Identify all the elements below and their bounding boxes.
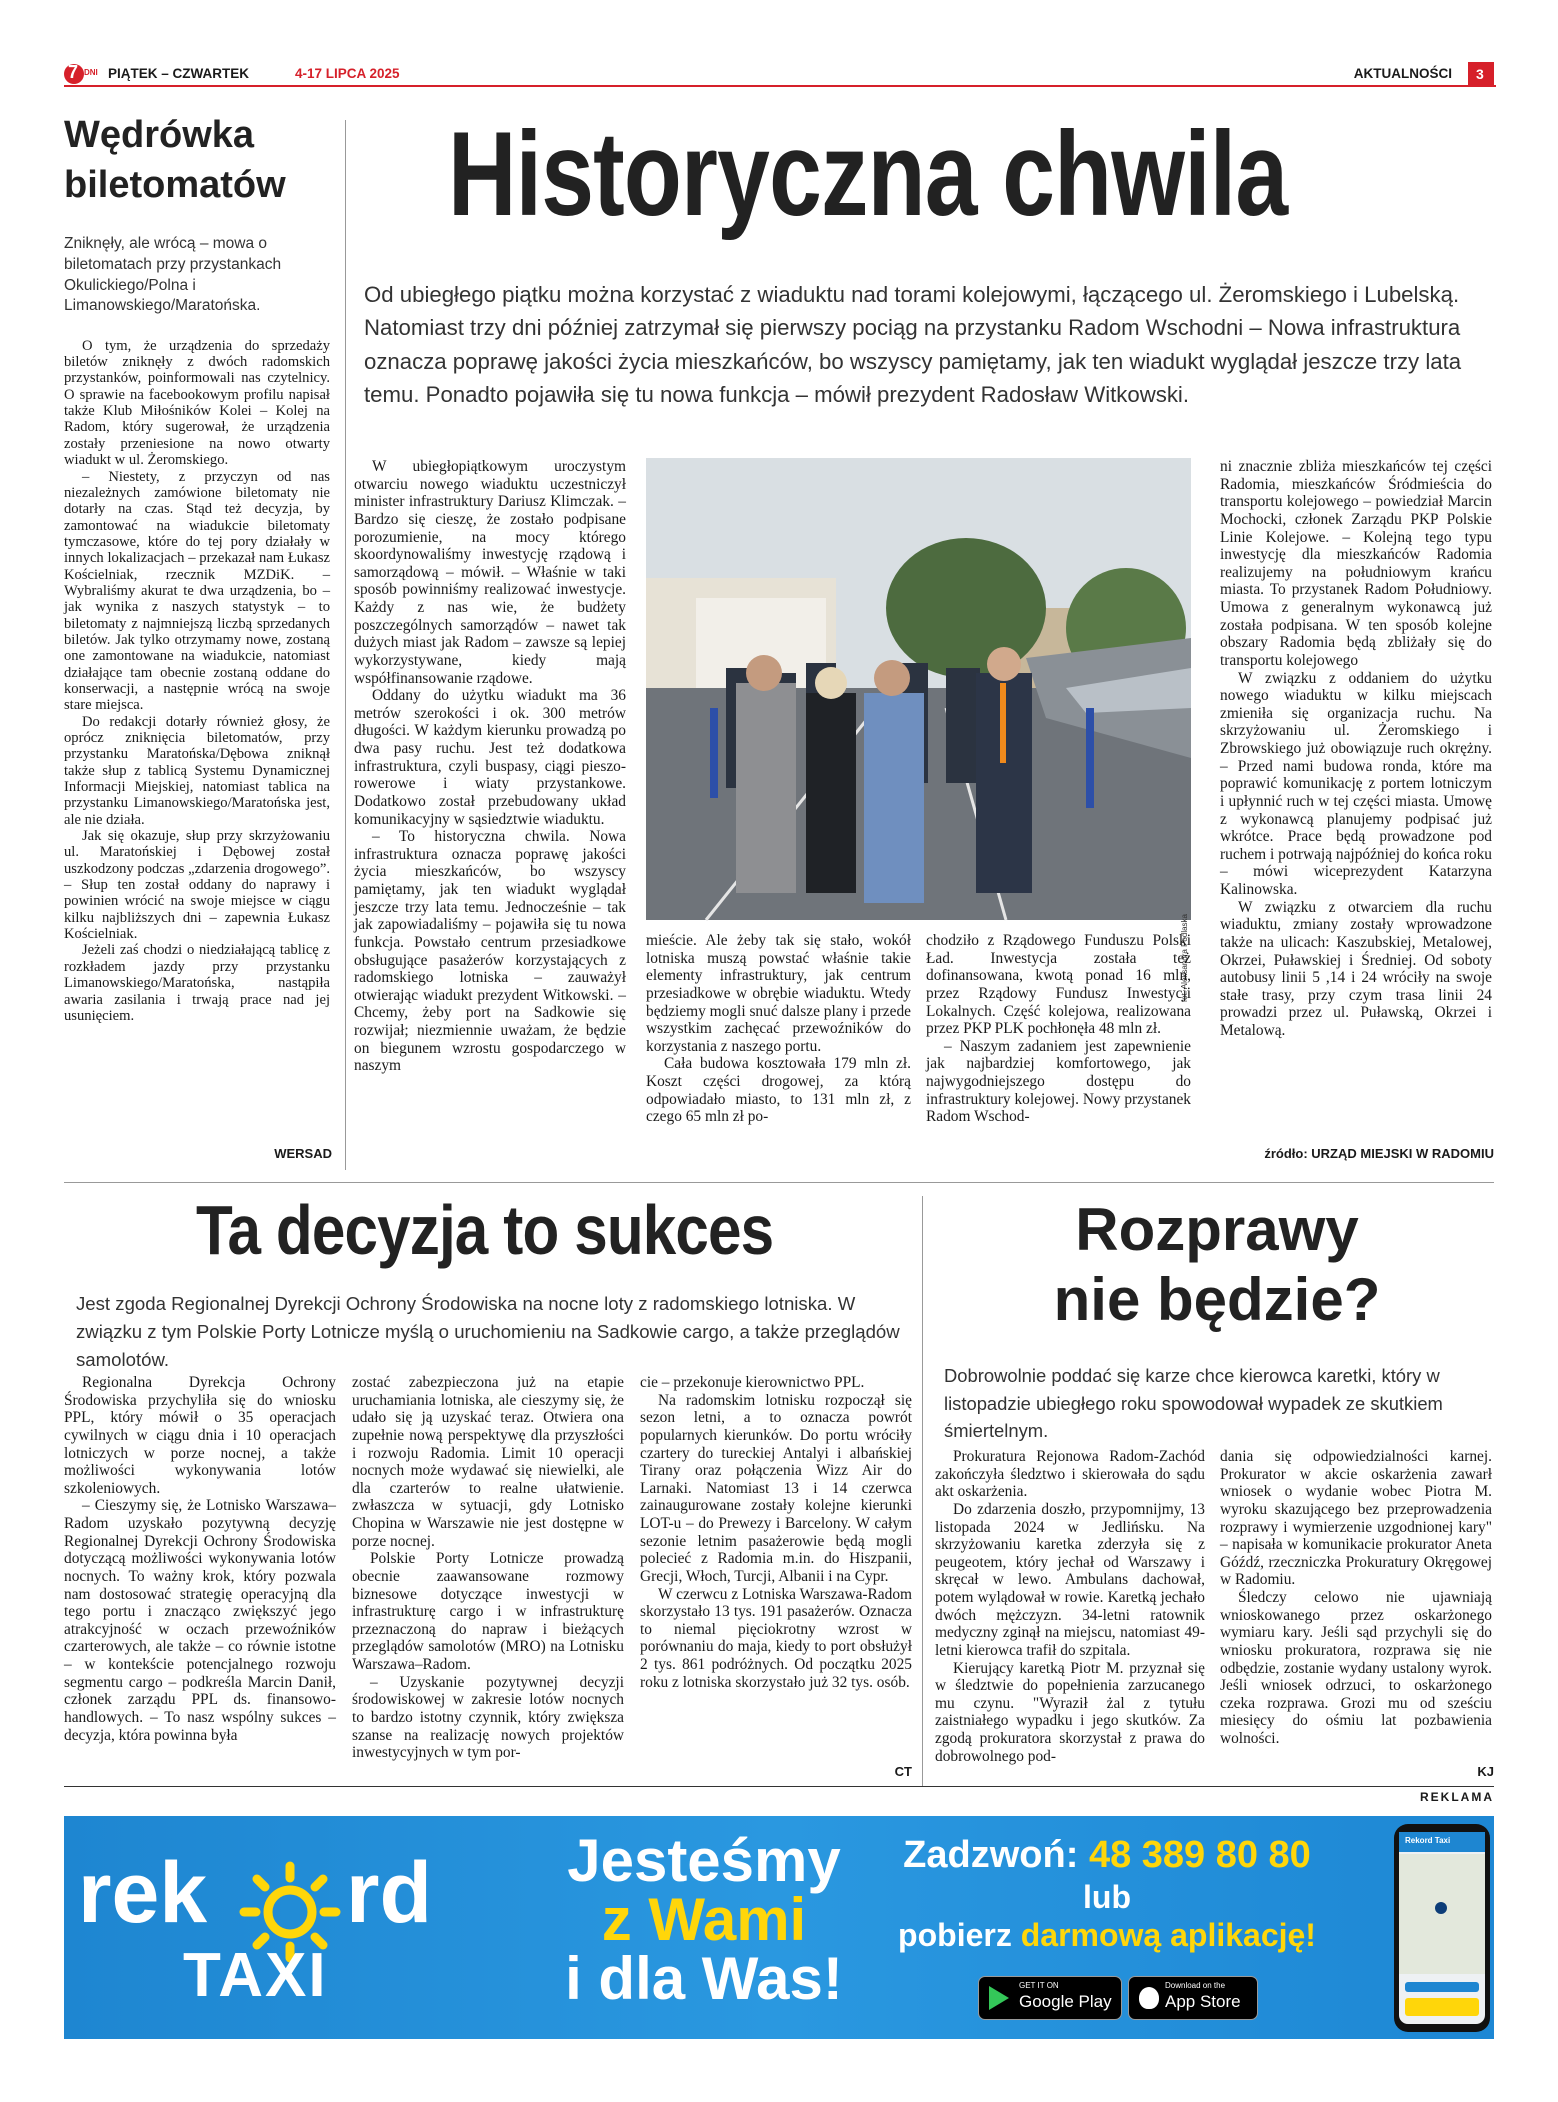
side-article-body: O tym, że urządzenia do sprzedaży biletów zniknęły z dwóch radomskich przystanków, poinformowali nas czytelnicy. O sprawie na facebookowym profilu napisał także Klub Miłośników Kolei – Kolej na Radom, który sugerował, że urządzenia zostały przeniesione na nowo otwarty wiadukt w ul. Żeromskiego. – Niestety, z przyczyn od nas niezależnych zamówione biletomaty nie dotarły na czas. Stąd też decyzja, by zamontować na wiadukcie biletomaty tymczasowe, które do tej pory działały w innych lokalizacjach – przekazał nam Łukasz Kościelniak, rzecznik MZDiK. – Wybraliśmy akurat te dwa urządzenia, bo – jak wynika z naszych statystyk – to biletomaty z najmniejszą liczbą sprzedanych biletów. Jak tylko otrzymamy nowe, zostaną one zamontowane na wiadukcie, natomiast działające tam obecnie zostaną oddane do konserwacji, a następnie wrócą na swoje stare miejsca. Do redakcji dotarły również głosy, że oprócz zniknięcia biletomatów, przy przystanku Maratońska/Dębowa zniknął także słup z tablicą Systemu Dynamicznej Informacji Miejskiej, natomiast tablica na przystanku Limanowskiego/Maratońska jest, ale nie działa. Jak się okazuje, słup przy skrzyżowaniu ul. Maratońskiej i Dębowej został uszkodzony podczas „zdarzenia drogowego”. – Słup ten został oddany do naprawy i powinien wrócić na swoje miejsce w ciągu kilku najbliższych dni – zapewnia Łukasz Kościelniak. Jeżeli zaś chodzi o niedziałającą tablicę z rozkładem jazdy przy przystanku Limanowskiego/Maratońska, nastąpiła awaria zasilania i trwają prace nad jej usunięciem. — [64, 337, 330, 1024]
airport-article-title: Ta decyzja to sukces — [196, 1191, 774, 1269]
main-article-col-3: chodziło z Rządowego Funduszu Polski Ład. Inwestycja została też dofinansowana, kwotą ponad 16 mln, przez Rządowy Fundusz Inwestycji Lokalnych. Część kolejowa, realizowana przez PKP PLK pochłonęła 48 mln zł. – Naszym zadaniem jest zapewnienie jak najbardziej komfortowego, jak najwygodniejszego dostępu do infrastruktury kolejowej. Nowy przystanek Radom Wschod- — [926, 932, 1191, 1126]
airport-article-col-3: cie – przekonuje kierownictwo PPL. Na radomskim lotnisku rozpoczął się sezon letni, a to oznacza powrót popularnych kierunków. Do portu wróciły czartery do tureckiej Antalyi i albańskiej Tirany oraz połączenia Wizz Air do Larnaki. Natomiast 13 i 14 czerwca zainaugurowane zostały kolejne kierunki LOT-u – do Prewezy i Barcelony. W całym sezonie letnim pasażerowie będą mogli polecieć z Radomia m.in. do Hiszpanii, Grecji, Włoch, Turcji, Albanii i na Cypr. W czerwcu z Lotniska Warszawa-Radom skorzystało 13 tys. 191 pasażerów. Oznacza to niemal pięciokrotny wzrost w porównaniu do maja, kiedy to port obsłużył 2 tys. 861 podróżnych. Od początku 2025 roku z lotniska skorzystało już 32 tys. osób. — [640, 1374, 912, 1691]
photo-credit: fot. Aleksandra Podlaska — [1180, 914, 1189, 1003]
apple-icon — [1139, 1987, 1159, 2009]
google-play-button[interactable]: GET IT ON Google Play — [978, 1976, 1122, 2020]
page-number-badge: 3 — [1468, 62, 1494, 86]
main-article-col-4: ni znacznie zbliża mieszkańców tej części Radomia, mieszkańców Śródmieścia do transportu kolejowego – powiedział Marcin Mochocki, członek Zarządu PKP Polskie Linie Kolejowe. – Kolejną tego typu inwestycję dla mieszkańców Radomia realizujemy na południowym krańcu miasta. To przystanek Radom Południowy. Umowa z generalnym wykonawcą już została podpisana. W ten sposób kolejne obszary Radomia będą zbliżały się do transportu kolejowego W związku z oddaniem do użytku nowego wiaduktu w kilku miejscach zmieniła się organizacja ruchu. Na skrzyżowaniu ul. Żeromskiego i Zbrowskiego już obowiązuje ruch okrężny. – Przed nami budowa ronda, które ma poprawić komunikację z portem lotniczym i upłynnić ruch w tej części miasta. Umowę z wykonawcą planujemy podpisać już wkrótce. Prace będą prowadzone pod ruchem i potrwają najpóźniej do końca roku – mówi wiceprezydent Katarzyna Kalinowska. W związku z otwarciem dla ruchu wiaduktu, zmiany zostały wprowadzone także na ulicach: Kaszubskiej, Metalowej, Okrzei, Puławskiej i Średniej. Od soboty autobusy linii 5 ,14 i 24 wróciły na swoje stałe trasy, przy czym trasa linii 24 prowadzi przez ul. Puławską, Okrzei i Metalową. — [1220, 458, 1492, 1039]
side-article-lead: Zniknęły, ale wrócą – mowa o biletomatach przy przystankach Okulickiego/Polna i Limanowskiego/Maratońska. — [64, 235, 282, 315]
main-article-lead: Od ubiegłego piątku można korzystać z wiaduktu nad torami kolejowymi, łączącego ul. Żeromskiego i Lubelską. Natomiast trzy dni później zatrzymał się pierwszy pociąg na przystanku Radom Wschodni – Nowa infrastruktura oznacza poprawę jakości życia mieszkańców, bo wszyscy pamiętamy, jak ten wiadukt wyglądał jeszcze trzy lata temu. Ponadto pojawiła się tu nowa funkcja – mówił prezydent Radosław Witkowski. — [364, 282, 1462, 407]
advert-rule — [64, 1786, 1494, 1787]
court-article-col-1: Prokuratura Rejonowa Radom-Zachód zakończyła śledztwo i skierowała do sądu akt oskarżenia. Do zdarzenia doszło, przypomnijmy, 13 listopada 2024 w Jedlińsku. Na skrzyżowaniu karetka zderzyła się z peugeotem, który jechał od Warszawy i skręcał w lewo. Ambulans dachował, potem wylądował w rowie. Karetką jechało dwóch mężczyzn. 34-letni ratownik medyczny zginął na miejscu, natomiast 49-letni kierowca trafił do szpitala. Kierujący karetką Piotr M. przyznał się w śledztwie do popełnienia zarzucanego mu czynu. "Wyraził żal z tytułu zaistniałego wypadku i jego skutków. Za zgodą prokuratora skorzystał z prawa do dobrowolnego pod- — [935, 1448, 1205, 1765]
app-store-button[interactable]: Download on the App Store — [1128, 1976, 1258, 2020]
rekord-taxi-logo: rek rd TAXI — [78, 1845, 432, 2010]
phone-mockup: Rekord Taxi — [1394, 1824, 1490, 2032]
issue-dates: 4-17 LIPCA 2025 — [295, 66, 400, 81]
main-article-col-1: W ubiegłopiątkowym uroczystym otwarciu nowego wiaduktu uczestniczył minister infrastruktury Dariusz Klimczak. – Bardzo się cieszę, że zostało podpisane porozumienie, na mocy którego skoordynowaliśmy inwestycję rządową i samorządową – mówił. – Właśnie w taki sposób powinniśmy realizować inwestycje. Każdy z nas wie, że budżety poszczególnych samorządów – nawet tak dużych miast jak Radom – zawsze są lepiej wykorzystywane, kiedy mają współfinansowanie rządowe. Oddany do użytku wiadukt ma 36 metrów szerokości i ok. 300 metrów długości. W każdym kierunku prowadzą po dwa pasy ruchu. Jest też dodatkowa infrastruktura, czyli buspasy, ciągi pieszo-rowerowe i wiaty przystankowe. Dodatkowo został przebudowany układ komunikacyjny w sąsiedztwie wiaduktu. – To historyczna chwila. Nowa infrastruktura oznacza poprawę jakości życia mieszkańców, bo wszyscy pamiętamy, jak ten wiadukt wyglądał jeszcze trzy lata temu. Jednocześnie – tak jak zapowiadaliśmy – pojawiła się tu nowa funkcja. Powstało centrum przesiadkowe obsługujące pasażerów korzystających z radomskiego lotniska – zauważył otwierając wiadukt prezydent Witkowski. – Chcemy, żeby port na Sadkowie się rozwijał; niezmiennie uważam, że będzie on biegunem wzrostu gospodarczego w naszym — [354, 458, 626, 1075]
airport-article-col-2: zostać zabezpieczona już na etapie uruchamiania lotniska, ale cieszymy się, że udało się ją uzyskać teraz. Otwiera ona zupełnie nową perspektywę dla przyszłości i rozwoju Radomia. Limit 10 operacji nocnych może wydawać się niewielki, ale dla czarterów to realne ułatwienie. zwłaszcza w sytuacji, gdy Lotnisko Chopina w Warszawie nie jest dostępne w porze nocnej. Polskie Porty Lotnicze prowadzą obecnie zaawansowane rozmowy biznesowe dotyczące inwestycji w infrastrukturę cargo i w infrastrukturę przeznaczoną do napraw i bieżących przeglądów samolotów (MRO) na Lotnisku Warszawa–Radom. – Uzyskanie pozytywnej decyzji środowiskowej w zakresie lotów nocnych to bardzo istotny czynnik, który zwiększa szanse na realizację nowych projektów inwestycyjnych w tym por- — [352, 1374, 624, 1762]
advert-contact: Zadzwoń: 48 389 80 80 lub pobierz darmową aplikację! — [898, 1834, 1316, 1954]
section-rule — [64, 1182, 1494, 1183]
airport-article-lead: Jest zgoda Regionalnej Dyrekcji Ochrony Środowiska na nocne loty z radomskiego lotniska. W związku z tym Polskie Porty Lotnicze myślą o uruchomieniu na Sadkowie cargo, a także przeglądów samolotów. — [76, 1293, 900, 1370]
advert-slogan: Jesteśmy z Wami i dla Was! — [565, 1827, 843, 2012]
logo: 7 DNI — [64, 64, 98, 84]
advert-label: REKLAMA — [1420, 1790, 1494, 1804]
taxi-advert[interactable] — [64, 1816, 1494, 2039]
issue-days: PIĄTEK – CZWARTEK — [108, 66, 250, 81]
main-article-title: Historyczna chwila — [448, 107, 1288, 241]
airport-article-col-1: Regionalna Dyrekcja Ochrony Środowiska przychyliła się do wniosku PPL, który mówił o 35 operacjach cywilnych w ciągu dnia i 10 operacjach lotniczych w porze nocnej, a także możliwości wykonywania lotów szkoleniowych. – Cieszymy się, że Lotnisko Warszawa–Radom uzyskało pozytywną decyzję Regionalnej Dyrekcji Ochrony Środowiska dotyczącą możliwości wykonywania lotów nocnych. To ważny krok, który pozwala nam dostosować strategię operacyjną dla tego portu i znacząco zwiększyć jego atrakcyjność w oczach przewoźników czarterowych, ale także – co równie istotne – w kontekście potencjalnego rozwoju segmentu cargo – podkreśla Marcin Danił, członek zarządu PPL ds. finansowo-handlowych. – To nasz wspólny sukces – decyzja, która powinna była — [64, 1374, 336, 1744]
side-article-title: Wędrówka biletomatów — [64, 114, 286, 207]
court-article-signature: KJ — [1477, 1764, 1494, 1779]
court-article-title: Rozprawy nie będzie? — [1053, 1196, 1381, 1333]
main-article-signature: źródło: URZĄD MIEJSKI W RADOMIU — [1264, 1146, 1494, 1161]
column-rule — [922, 1196, 923, 1786]
officials-walking-photo — [646, 458, 1191, 920]
side-article-signature: WERSAD — [274, 1146, 332, 1161]
header-rule — [64, 85, 1496, 87]
column-rule — [345, 120, 346, 1170]
side-article — [64, 110, 330, 1024]
court-article-lead: Dobrowolnie poddać się karze chce kierowca karetki, który w listopadzie ubiegłego roku spowodował wypadek ze skutkiem śmiertelnym. — [944, 1365, 1443, 1442]
article-photo — [646, 458, 1191, 1003]
airport-article-signature: CT — [894, 1764, 912, 1779]
phone-number[interactable]: 48 389 80 80 — [1088, 1834, 1311, 1876]
play-icon — [989, 1986, 1009, 2010]
map-pin-icon — [1435, 1902, 1447, 1914]
header — [64, 64, 1494, 86]
court-article-col-2: dania się odpowiedzialności karnej. Prokurator w akcie oskarżenia zawarł wniosek o wydanie wobec Piotra M. wyroku skazującego bez przeprowadzenia rozprawy i wymierzenie uzgodnionej kary" – napisała w komunikacie prokurator Aneta Góźdź, rzeczniczka Prokuratury Okręgowej w Radomiu. Śledczy celowo nie ujawniają wnioskowanego przez oskarżonego wymiaru kary. Jeśli sąd przychyli się do wniosku prokuratora, rozprawa się nie odbędzie, zostanie wydany ustalony wyrok. Jeśli wniosek odrzuci, to oskarżonego czeka rozprawa. Grozi mu od sześciu miesięcy do ośmiu lat pozbawienia wolności. — [1220, 1448, 1492, 1747]
section-name: AKTUALNOŚCI — [1353, 66, 1452, 81]
main-article-col-2: mieście. Ale żeby tak się stało, wokół lotniska muszą powstać właśnie takie elementy infrastruktury, jak centrum przesiadkowe w obrębie wiaduktu. Wtedy będziemy mogli snuć dalsze plany i przede wszystkim zachęcać przewoźników do korzystania z naszego portu. Cała budowa kosztowała 179 mln zł. Koszt części drogowej, za którą odpowiadało miasto, to 131 mln zł, z czego 65 mln zł po- — [646, 932, 911, 1126]
